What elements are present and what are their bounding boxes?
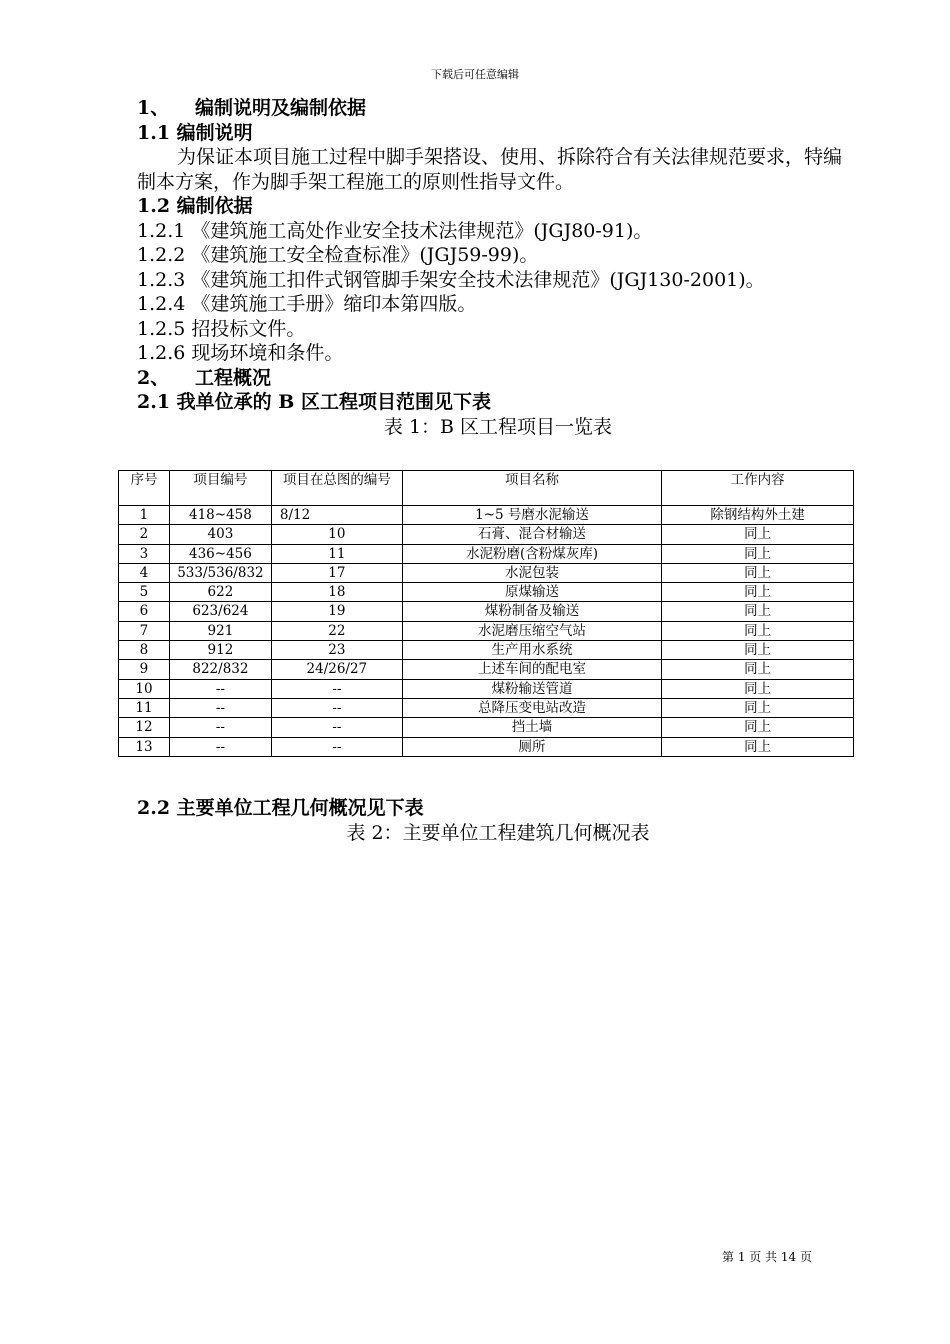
table-cell: 挡土墙 bbox=[402, 718, 662, 737]
reference-item: 1.2.6 现场环境和条件。 bbox=[137, 342, 344, 364]
table-cell: 19 bbox=[271, 602, 402, 621]
section-1-number: 1、 bbox=[137, 97, 170, 119]
table-cell: 5 bbox=[119, 583, 170, 602]
table-cell: 同上 bbox=[662, 563, 854, 582]
table-header-cell: 序号 bbox=[119, 471, 170, 506]
table-cell: 厕所 bbox=[402, 737, 662, 756]
section-1-1-paragraph: 为保证本项目施工过程中脚手架搭设、使用、拆除符合有关法律规范要求，特编制本方案，作为脚手架工程施工的原则性指导文件。 bbox=[137, 146, 843, 193]
table-cell: 436~456 bbox=[169, 544, 271, 563]
table-row bbox=[119, 563, 854, 582]
table-cell: 1~5 号磨水泥输送 bbox=[402, 506, 662, 525]
table-cell: 13 bbox=[119, 737, 170, 756]
table-cell: 生产用水系统 bbox=[402, 641, 662, 660]
table-1-caption: 表 1：B 区工程项目一览表 bbox=[383, 415, 613, 438]
table-cell: -- bbox=[271, 698, 402, 717]
section-2-title: 工程概况 bbox=[195, 366, 272, 389]
table-cell: 除钢结构外土建 bbox=[662, 506, 854, 525]
table-row bbox=[119, 679, 854, 698]
page-footer: 第 1 页 共 14 页 bbox=[722, 1250, 812, 1264]
table-cell: 11 bbox=[119, 698, 170, 717]
table-header-cell: 项目在总图的编号 bbox=[271, 471, 402, 506]
table-cell: 同上 bbox=[662, 718, 854, 737]
table-cell: 8 bbox=[119, 641, 170, 660]
table-cell: 24/26/27 bbox=[271, 660, 402, 679]
section-2-1-heading: 2.1 我单位承的 B 区工程项目范围见下表 bbox=[137, 391, 491, 413]
table-cell: 同上 bbox=[662, 544, 854, 563]
table-cell: 煤粉输送管道 bbox=[402, 679, 662, 698]
table-cell: -- bbox=[169, 679, 271, 698]
section-1 bbox=[137, 96, 859, 439]
section-1-title: 编制说明及编制依据 bbox=[195, 97, 367, 119]
project-table bbox=[118, 470, 854, 757]
table-cell: 水泥磨压缩空气站 bbox=[402, 621, 662, 640]
table-cell: 12 bbox=[119, 718, 170, 737]
table-cell: 10 bbox=[119, 679, 170, 698]
table-cell: -- bbox=[169, 737, 271, 756]
table-cell: 总降压变电站改造 bbox=[402, 698, 662, 717]
table-cell: -- bbox=[271, 737, 402, 756]
section-2-number: 2、 bbox=[137, 366, 170, 389]
table-cell: 9 bbox=[119, 660, 170, 679]
table-header-cell: 项目名称 bbox=[402, 471, 662, 506]
table-cell: 912 bbox=[169, 641, 271, 660]
table-cell: 同上 bbox=[662, 679, 854, 698]
table-row bbox=[119, 544, 854, 563]
table-cell: 煤粉制备及输送 bbox=[402, 602, 662, 621]
table-cell: 上述车间的配电室 bbox=[402, 660, 662, 679]
reference-item: 1.2.2 《建筑施工安全检查标准》(JGJ59-99)。 bbox=[137, 244, 539, 266]
table-cell: -- bbox=[169, 718, 271, 737]
table-cell: 同上 bbox=[662, 621, 854, 640]
table-row bbox=[119, 641, 854, 660]
table-cell: 822/832 bbox=[169, 660, 271, 679]
section-2-2-heading: 2.2 主要单位工程几何概况见下表 bbox=[137, 797, 424, 819]
table-cell: 同上 bbox=[662, 737, 854, 756]
table-cell: 22 bbox=[271, 621, 402, 640]
reference-item: 1.2.5 招投标文件。 bbox=[137, 317, 306, 340]
table-row bbox=[119, 718, 854, 737]
table-cell: 533/536/832 bbox=[169, 563, 271, 582]
table-row bbox=[119, 660, 854, 679]
reference-item: 1.2.1 《建筑施工高处作业安全技术法律规范》(JGJ80-91)。 bbox=[137, 219, 653, 242]
table-cell: 3 bbox=[119, 544, 170, 563]
table-cell: 8/12 bbox=[271, 506, 402, 525]
table-cell: 623/624 bbox=[169, 602, 271, 621]
table-cell: 2 bbox=[119, 525, 170, 544]
table-row bbox=[119, 506, 854, 525]
table-cell: 水泥包装 bbox=[402, 563, 662, 582]
table-row bbox=[119, 525, 854, 544]
table-cell: -- bbox=[271, 718, 402, 737]
table-cell: 23 bbox=[271, 641, 402, 660]
table-cell: 7 bbox=[119, 621, 170, 640]
section-1-2-heading: 1.2 编制依据 bbox=[137, 195, 253, 217]
table-cell: 921 bbox=[169, 621, 271, 640]
table-row bbox=[119, 583, 854, 602]
table-cell: 622 bbox=[169, 583, 271, 602]
table-row bbox=[119, 698, 854, 717]
reference-item: 1.2.4 《建筑施工手册》缩印本第四版。 bbox=[137, 293, 477, 315]
table-cell: 同上 bbox=[662, 525, 854, 544]
section-1-1-heading: 1.1 编制说明 bbox=[137, 121, 253, 144]
table-cell: 418~458 bbox=[169, 506, 271, 525]
table-cell: 同上 bbox=[662, 602, 854, 621]
table-cell: 17 bbox=[271, 563, 402, 582]
table-header-cell: 项目编号 bbox=[169, 471, 271, 506]
section-2-heading bbox=[137, 366, 859, 391]
table-cell: 6 bbox=[119, 602, 170, 621]
table-row bbox=[119, 602, 854, 621]
table-cell: 水泥粉磨(含粉煤灰库) bbox=[402, 544, 662, 563]
table-header-row bbox=[119, 471, 854, 506]
table-2-caption: 表 2：主要单位工程建筑几何概况表 bbox=[346, 821, 650, 844]
section-2-2 bbox=[137, 796, 859, 845]
table-header-cell: 工作内容 bbox=[662, 471, 854, 506]
table-cell: 4 bbox=[119, 563, 170, 582]
table-cell: 1 bbox=[119, 506, 170, 525]
table-cell: -- bbox=[169, 698, 271, 717]
table-cell: 原煤输送 bbox=[402, 583, 662, 602]
table-row bbox=[119, 737, 854, 756]
table-row bbox=[119, 621, 854, 640]
section-1-heading bbox=[137, 96, 859, 121]
reference-item: 1.2.3 《建筑施工扣件式钢管脚手架安全技术法律规范》(JGJ130-2001)。 bbox=[137, 268, 765, 291]
table-cell: 403 bbox=[169, 525, 271, 544]
table-cell: 同上 bbox=[662, 660, 854, 679]
table-cell: 石膏、混合材输送 bbox=[402, 525, 662, 544]
table-cell: 同上 bbox=[662, 583, 854, 602]
table-cell: 18 bbox=[271, 583, 402, 602]
table-cell: -- bbox=[271, 679, 402, 698]
page-header: 下载后可任意编辑 bbox=[431, 68, 519, 81]
table-cell: 11 bbox=[271, 544, 402, 563]
table-cell: 10 bbox=[271, 525, 402, 544]
table-cell: 同上 bbox=[662, 641, 854, 660]
table-cell: 同上 bbox=[662, 698, 854, 717]
